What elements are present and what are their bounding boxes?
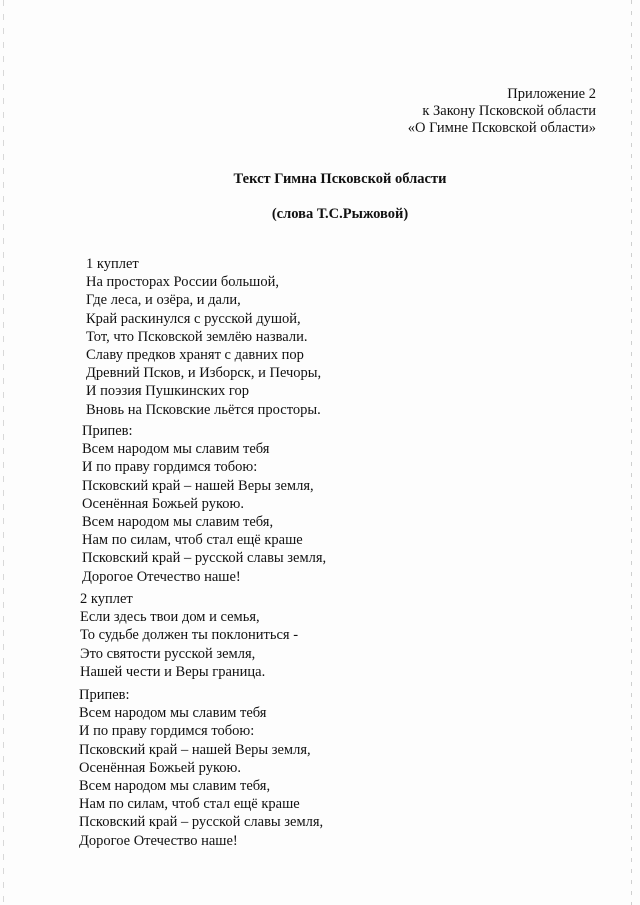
- appendix-line-3: «О Гимне Псковской области»: [407, 120, 596, 136]
- verse-line: И поэзия Пушкинских гор: [86, 383, 249, 400]
- chorus-line: И по праву гордимся тобою:: [82, 459, 258, 476]
- verse-line: Край раскинулся с русской душой,: [86, 310, 301, 327]
- chorus-line: Псковский край – нашей Веры земля,: [79, 741, 311, 758]
- verse-1-label: 1 куплет: [86, 256, 139, 272]
- scan-edge-right: [631, 0, 632, 905]
- document-title: Текст Гимна Псковской области: [233, 171, 447, 187]
- chorus-line: Всем народом мы славим тебя,: [82, 514, 274, 531]
- verse-line: Это святости русской земля,: [80, 645, 256, 662]
- appendix-header: [408, 86, 596, 137]
- chorus-line: Нам по силам, чтоб стал ещё краше: [79, 796, 300, 813]
- chorus-1-label: Припев:: [82, 423, 133, 439]
- chorus-line: Осенённая Божьей рукою.: [79, 759, 241, 776]
- document-subtitle: (слова Т.С.Рыжовой): [271, 206, 409, 222]
- chorus-line: Всем народом мы славим тебя: [79, 705, 267, 722]
- chorus-line: Псковский край – нашей Веры земля,: [82, 477, 314, 494]
- verse-2: [80, 590, 298, 681]
- chorus-line: Осенённая Божьей рукою.: [82, 495, 244, 512]
- appendix-line-2: к Закону Псковской области: [422, 103, 596, 119]
- chorus-line: Всем народом мы славим тебя,: [79, 778, 271, 795]
- verse-2-label: 2 куплет: [80, 591, 133, 607]
- chorus-line: Всем народом мы славим тебя: [82, 441, 270, 458]
- chorus-line: Нам по силам, чтоб стал ещё краше: [82, 532, 303, 549]
- verse-line: Если здесь твои дом и семья,: [80, 609, 260, 626]
- scan-edge-left: [3, 0, 4, 905]
- verse-line: Древний Псков, и Изборск, и Печоры,: [86, 365, 322, 382]
- appendix-line-1: Приложение 2: [507, 86, 596, 102]
- chorus-line: И по праву гордимся тобою:: [79, 723, 255, 740]
- chorus-line: Дорогое Отечество наше!: [82, 568, 241, 585]
- verse-line: Тот, что Псковской землёю назвали.: [86, 328, 308, 345]
- chorus-2-label: Припев:: [79, 687, 130, 703]
- chorus-1: [82, 422, 326, 586]
- verse-line: Вновь на Псковские льётся просторы.: [86, 401, 321, 418]
- chorus-2: [79, 686, 323, 850]
- chorus-line: Дорогое Отечество наше!: [79, 832, 238, 849]
- verse-line: Нашей чести и Веры граница.: [80, 663, 266, 680]
- verse-line: То судьбе должен ты поклониться -: [80, 627, 299, 644]
- chorus-line: Псковский край – русской славы земля,: [79, 814, 324, 831]
- verse-line: Славу предков хранят с давних пор: [86, 347, 304, 364]
- verse-line: Где леса, и озёра, и дали,: [86, 292, 241, 309]
- verse-1: [86, 255, 321, 419]
- chorus-line: Псковский край – русской славы земля,: [82, 550, 327, 567]
- verse-line: На просторах России большой,: [86, 274, 279, 291]
